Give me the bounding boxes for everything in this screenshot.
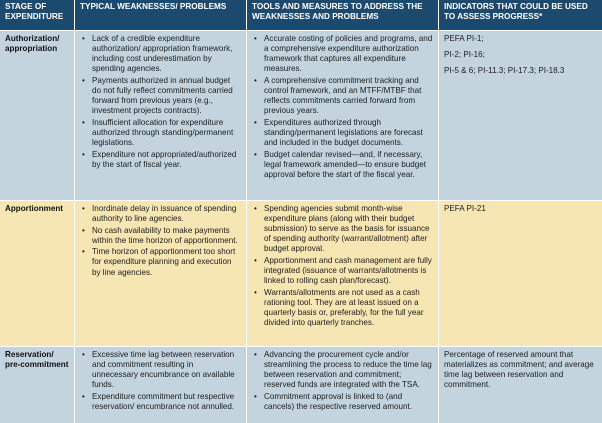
indicator-text: PI-5 & 6; PI-11.3; PI-17.3; PI-18.3 xyxy=(444,66,565,76)
table-row xyxy=(0,346,602,423)
list-item: • Lack of a credible expenditure authorization/ appropriation framework, including cost underestimation by spending agencies. xyxy=(92,34,241,74)
list-item: • Commitment approval is linked to (and cancels) the respective reserved amount. xyxy=(264,392,433,412)
indicators-cell xyxy=(438,347,602,423)
list-item: • Accurate costing of policies and programs, and a comprehensive expenditure authorization framework that captures all expenditure measures. xyxy=(264,34,433,74)
header-stage: STAGE OF EXPENDITURE xyxy=(5,2,64,21)
list-item: • Warrants/allotments are not used as a cash rationing tool. They are at least issued on a quarterly basis or, preferably, for the full year divided into quarterly tranches. xyxy=(264,288,433,328)
list-item: • Insufficient allocation for expenditure authorized through standing/permanent legislations. xyxy=(92,118,241,148)
stage-cell: Apportionment xyxy=(5,204,63,213)
list-item: • Payments authorized in annual budget do not fully reflect commitments carried forward from previous years (e.g., investment projects contracts). xyxy=(92,76,241,116)
indicator-text: Percentage of reserved amount that materializes as commitment; and average time lag between reservation and commitment. xyxy=(444,350,594,390)
table-header xyxy=(0,0,602,30)
list-item: • Excessive time lag between reservation and commitment resulting in unnecessary encumbrance on available funds. xyxy=(92,350,241,390)
list-item: • Apportionment and cash management are fully integrated (issuance of warrants/allotments is linked to rolling cash plan/forecast). xyxy=(264,256,433,286)
indicators-cell xyxy=(438,31,602,200)
list-item: • Spending agencies submit month-wise expenditure plans (along with their budget submission) to serve as the basis for issuance of spending authority (warrant/allotment) after budget approval. xyxy=(264,204,433,254)
list-item: • Expenditures authorized through standing/permanent legislations are forecast and included in the budget documents. xyxy=(264,118,433,148)
header-tools: TOOLS AND MEASURES TO ADDRESS THE WEAKNESSES AND PROBLEMS xyxy=(246,0,438,30)
table-row xyxy=(0,30,602,200)
indicators-cell xyxy=(438,201,602,346)
weaknesses-cell xyxy=(74,31,246,200)
list-item: • Expenditure not appropriated/authorized by the start of fiscal year. xyxy=(92,150,241,170)
list-item: • Budget calendar revised—and, if necessary, legal framework amended—to ensure budget approval before the start of the fiscal year. xyxy=(264,150,433,180)
list-item: • No cash availability to make payments within the time horizon of apportionment. xyxy=(92,226,241,246)
indicator-text: PI-2; PI-16; xyxy=(444,50,485,60)
tools-cell xyxy=(246,31,438,200)
tools-cell xyxy=(246,201,438,346)
list-item: • Inordinate delay in issuance of spending authority to line agencies. xyxy=(92,204,241,224)
weaknesses-cell xyxy=(74,201,246,346)
table-row xyxy=(0,200,602,346)
list-item: • Time horizon of apportionment too short for expenditure planning and execution by line agencies. xyxy=(92,247,241,277)
header-weaknesses: TYPICAL WEAKNESSES/ PROBLEMS xyxy=(74,0,246,30)
weaknesses-cell xyxy=(74,347,246,423)
stage-cell: Reservation/ pre-commitment xyxy=(5,350,69,370)
indicator-text: PEFA PI-21 xyxy=(444,204,486,213)
list-item: • A comprehensive commitment tracking and control framework, and an MTFF/MTBF that reflects commitments carried forward from previous years. xyxy=(264,76,433,116)
header-indicators: INDICATORS THAT COULD BE USED TO ASSESS PROGRESS* xyxy=(438,0,602,30)
stage-cell: Authorization/ appropriation xyxy=(5,34,60,54)
tools-cell xyxy=(246,347,438,423)
list-item: • Expenditure commitment but respective reservation/ encumbrance not annulled. xyxy=(92,392,241,412)
indicator-text: PEFA PI-1; xyxy=(444,34,484,43)
list-item: • Advancing the procurement cycle and/or streamlining the process to reduce the time lag between reservation and commitment; reserved funds are integrated with the TSA. xyxy=(264,350,433,390)
